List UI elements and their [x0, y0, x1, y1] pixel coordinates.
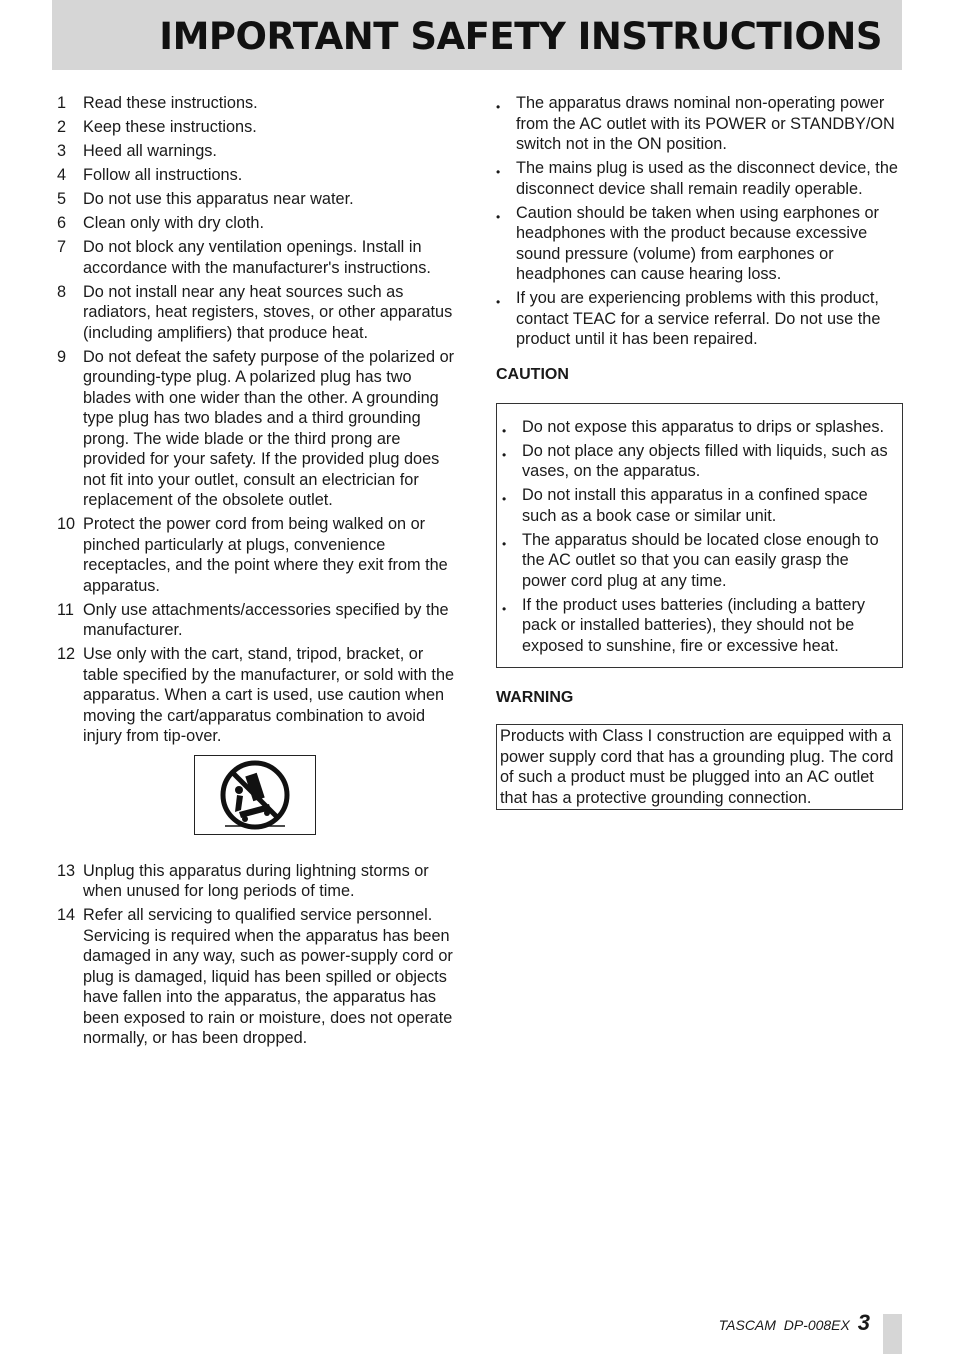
- list-item: [57, 600, 462, 641]
- item-text: Unplug this apparatus during lightning storms or when unused for long periods of time.: [83, 861, 429, 900]
- item-text: Use only with the cart, stand, tripod, bracket, or table specified by the manufacturer, or sold with the apparatus. When a cart is used, use caution when moving the cart/apparatus combination to avoid injury from tip-over.: [83, 645, 455, 745]
- list-item: [502, 417, 896, 438]
- page-number: 3: [857, 1310, 870, 1335]
- item-text: Do not place any objects filled with liquids, such as vases, on the apparatus.: [522, 441, 888, 480]
- item-text: If you are experiencing problems with this product, contact TEAC for a service referral. Do not use the product until it has been repaired.: [516, 289, 881, 348]
- item-text: Do not defeat the safety purpose of the polarized or grounding-type plug. A polarized plug has two blades with one wider than the other. A grounding type plug has two blades and a third grounding prong. The wide blade or the third prong are provided for your safety. If the provided plug does not fit into your outlet, consult an electrician for replacement of the obsolete outlet.: [83, 347, 455, 509]
- item-number: 14: [57, 906, 76, 924]
- bullet-icon: •: [502, 423, 507, 438]
- item-text: The apparatus draws nominal non-operating power from the AC outlet with its POWER or STANDBY/ON switch not in the ON position.: [516, 94, 895, 153]
- bullet-icon: •: [502, 447, 507, 462]
- item-number: 13: [57, 861, 76, 880]
- item-number: 7: [57, 238, 67, 256]
- list-item: [496, 158, 903, 199]
- item-number: 6: [57, 214, 67, 232]
- list-item: [496, 203, 903, 285]
- bullet-icon: •: [502, 536, 507, 551]
- item-number: 8: [57, 282, 67, 301]
- item-text: Do not block any ventilation openings. Install in accordance with the manufacturer's instructions.: [83, 238, 431, 277]
- item-text: The mains plug is used as the disconnect device, the disconnect device shall remain readily operable.: [516, 159, 898, 198]
- cart-tip-over-warning-icon: [219, 760, 291, 830]
- page-header: [52, 0, 902, 70]
- caution-box: [496, 403, 903, 669]
- list-item: [57, 347, 462, 511]
- item-number: 11: [57, 600, 74, 619]
- warning-heading: WARNING: [496, 689, 574, 706]
- list-item: [57, 117, 462, 138]
- warning-box: [496, 724, 903, 810]
- list-item: [57, 165, 462, 186]
- warning-text: Products with Class Ⅰ construction are equipped with a power supply cord that has a grounding plug. The cord of such a product must be plugged into an AC outlet that has a protective grounding connection.: [500, 727, 894, 807]
- item-number: 2: [57, 118, 67, 136]
- list-item: [57, 213, 462, 234]
- bullet-icon: •: [502, 492, 507, 506]
- item-text: The apparatus should be located close enough to the AC outlet so that you can easily grasp the power cord plug at any time.: [522, 530, 879, 590]
- item-text: Read these instructions.: [83, 94, 258, 112]
- cart-warning-box: [194, 755, 316, 835]
- item-number: 10: [57, 515, 76, 533]
- item-text: Do not install this apparatus in a confined space such as a book case or similar unit.: [522, 486, 868, 525]
- instructions-list: [57, 93, 462, 747]
- right-column: [496, 93, 903, 810]
- item-text: Do not use this apparatus near water.: [83, 190, 354, 208]
- item-text: Caution should be taken when using earphones or headphones with the product because excessive sound pressure (volume) from earphones or headphones can cause hearing loss.: [516, 203, 879, 283]
- item-text: Heed all warnings.: [83, 142, 217, 160]
- footer-tab: [883, 1314, 902, 1354]
- item-number: 4: [57, 166, 67, 184]
- item-text: Do not expose this apparatus to drips or splashes.: [522, 417, 885, 436]
- item-text: If the product uses batteries (including a battery pack or installed batteries), they should not be exposed to sunshine, fire or excessive heat.: [522, 595, 866, 655]
- list-item: [502, 485, 896, 526]
- item-text: Refer all servicing to qualified service personnel. Servicing is required when the apparatus has been damaged in any way, such as power-supply cord or plug is damaged, liquid has been spilled or objects have fallen into the apparatus, the apparatus has been exposed to rain or moisture, does not operate normally, or has been dropped.: [83, 906, 453, 1047]
- item-text: Follow all instructions.: [83, 166, 243, 184]
- general-bullets: [496, 93, 903, 350]
- list-item: [502, 595, 896, 657]
- item-number: 3: [57, 142, 67, 160]
- list-item: [57, 282, 462, 344]
- list-item: [57, 861, 462, 902]
- item-number: 5: [57, 190, 67, 208]
- list-item: [57, 237, 462, 278]
- left-column: [57, 93, 462, 1052]
- list-item: [57, 189, 462, 210]
- item-number: 12: [57, 645, 76, 663]
- bullet-icon: •: [496, 209, 501, 224]
- item-text: Do not install near any heat sources such as radiators, heat registers, stoves, or other apparatus (including amplifiers) that produce heat.: [83, 282, 453, 342]
- item-text: Clean only with dry cloth.: [83, 214, 264, 232]
- list-item: [496, 93, 903, 155]
- list-item: [502, 441, 896, 482]
- item-text: Keep these instructions.: [83, 118, 257, 136]
- page-footer: [719, 1310, 870, 1336]
- bullet-icon: •: [496, 295, 501, 309]
- item-text: Protect the power cord from being walked on or pinched particularly at plugs, convenience receptacles, and the point where they exit from the apparatus.: [83, 515, 448, 595]
- caution-heading: CAUTION: [496, 365, 569, 383]
- list-item: [496, 288, 903, 350]
- list-item: [57, 644, 462, 747]
- item-number: 1: [57, 94, 67, 112]
- instructions-list-continued: [57, 861, 462, 1049]
- footer-brand: TASCAM DP-008EX: [718, 1317, 850, 1333]
- item-text: Only use attachments/accessories specified by the manufacturer.: [83, 600, 449, 639]
- caution-bullets: [502, 417, 896, 657]
- list-item: [57, 141, 462, 162]
- item-number: 9: [57, 347, 67, 366]
- list-item: [57, 514, 462, 596]
- bullet-icon: •: [502, 601, 507, 616]
- list-item: [57, 905, 462, 1049]
- list-item: [57, 93, 462, 114]
- bullet-icon: •: [496, 165, 501, 179]
- list-item: [502, 530, 896, 592]
- page-title: IMPORTANT SAFETY INSTRUCTIONS: [159, 15, 882, 58]
- bullet-icon: •: [496, 100, 501, 114]
